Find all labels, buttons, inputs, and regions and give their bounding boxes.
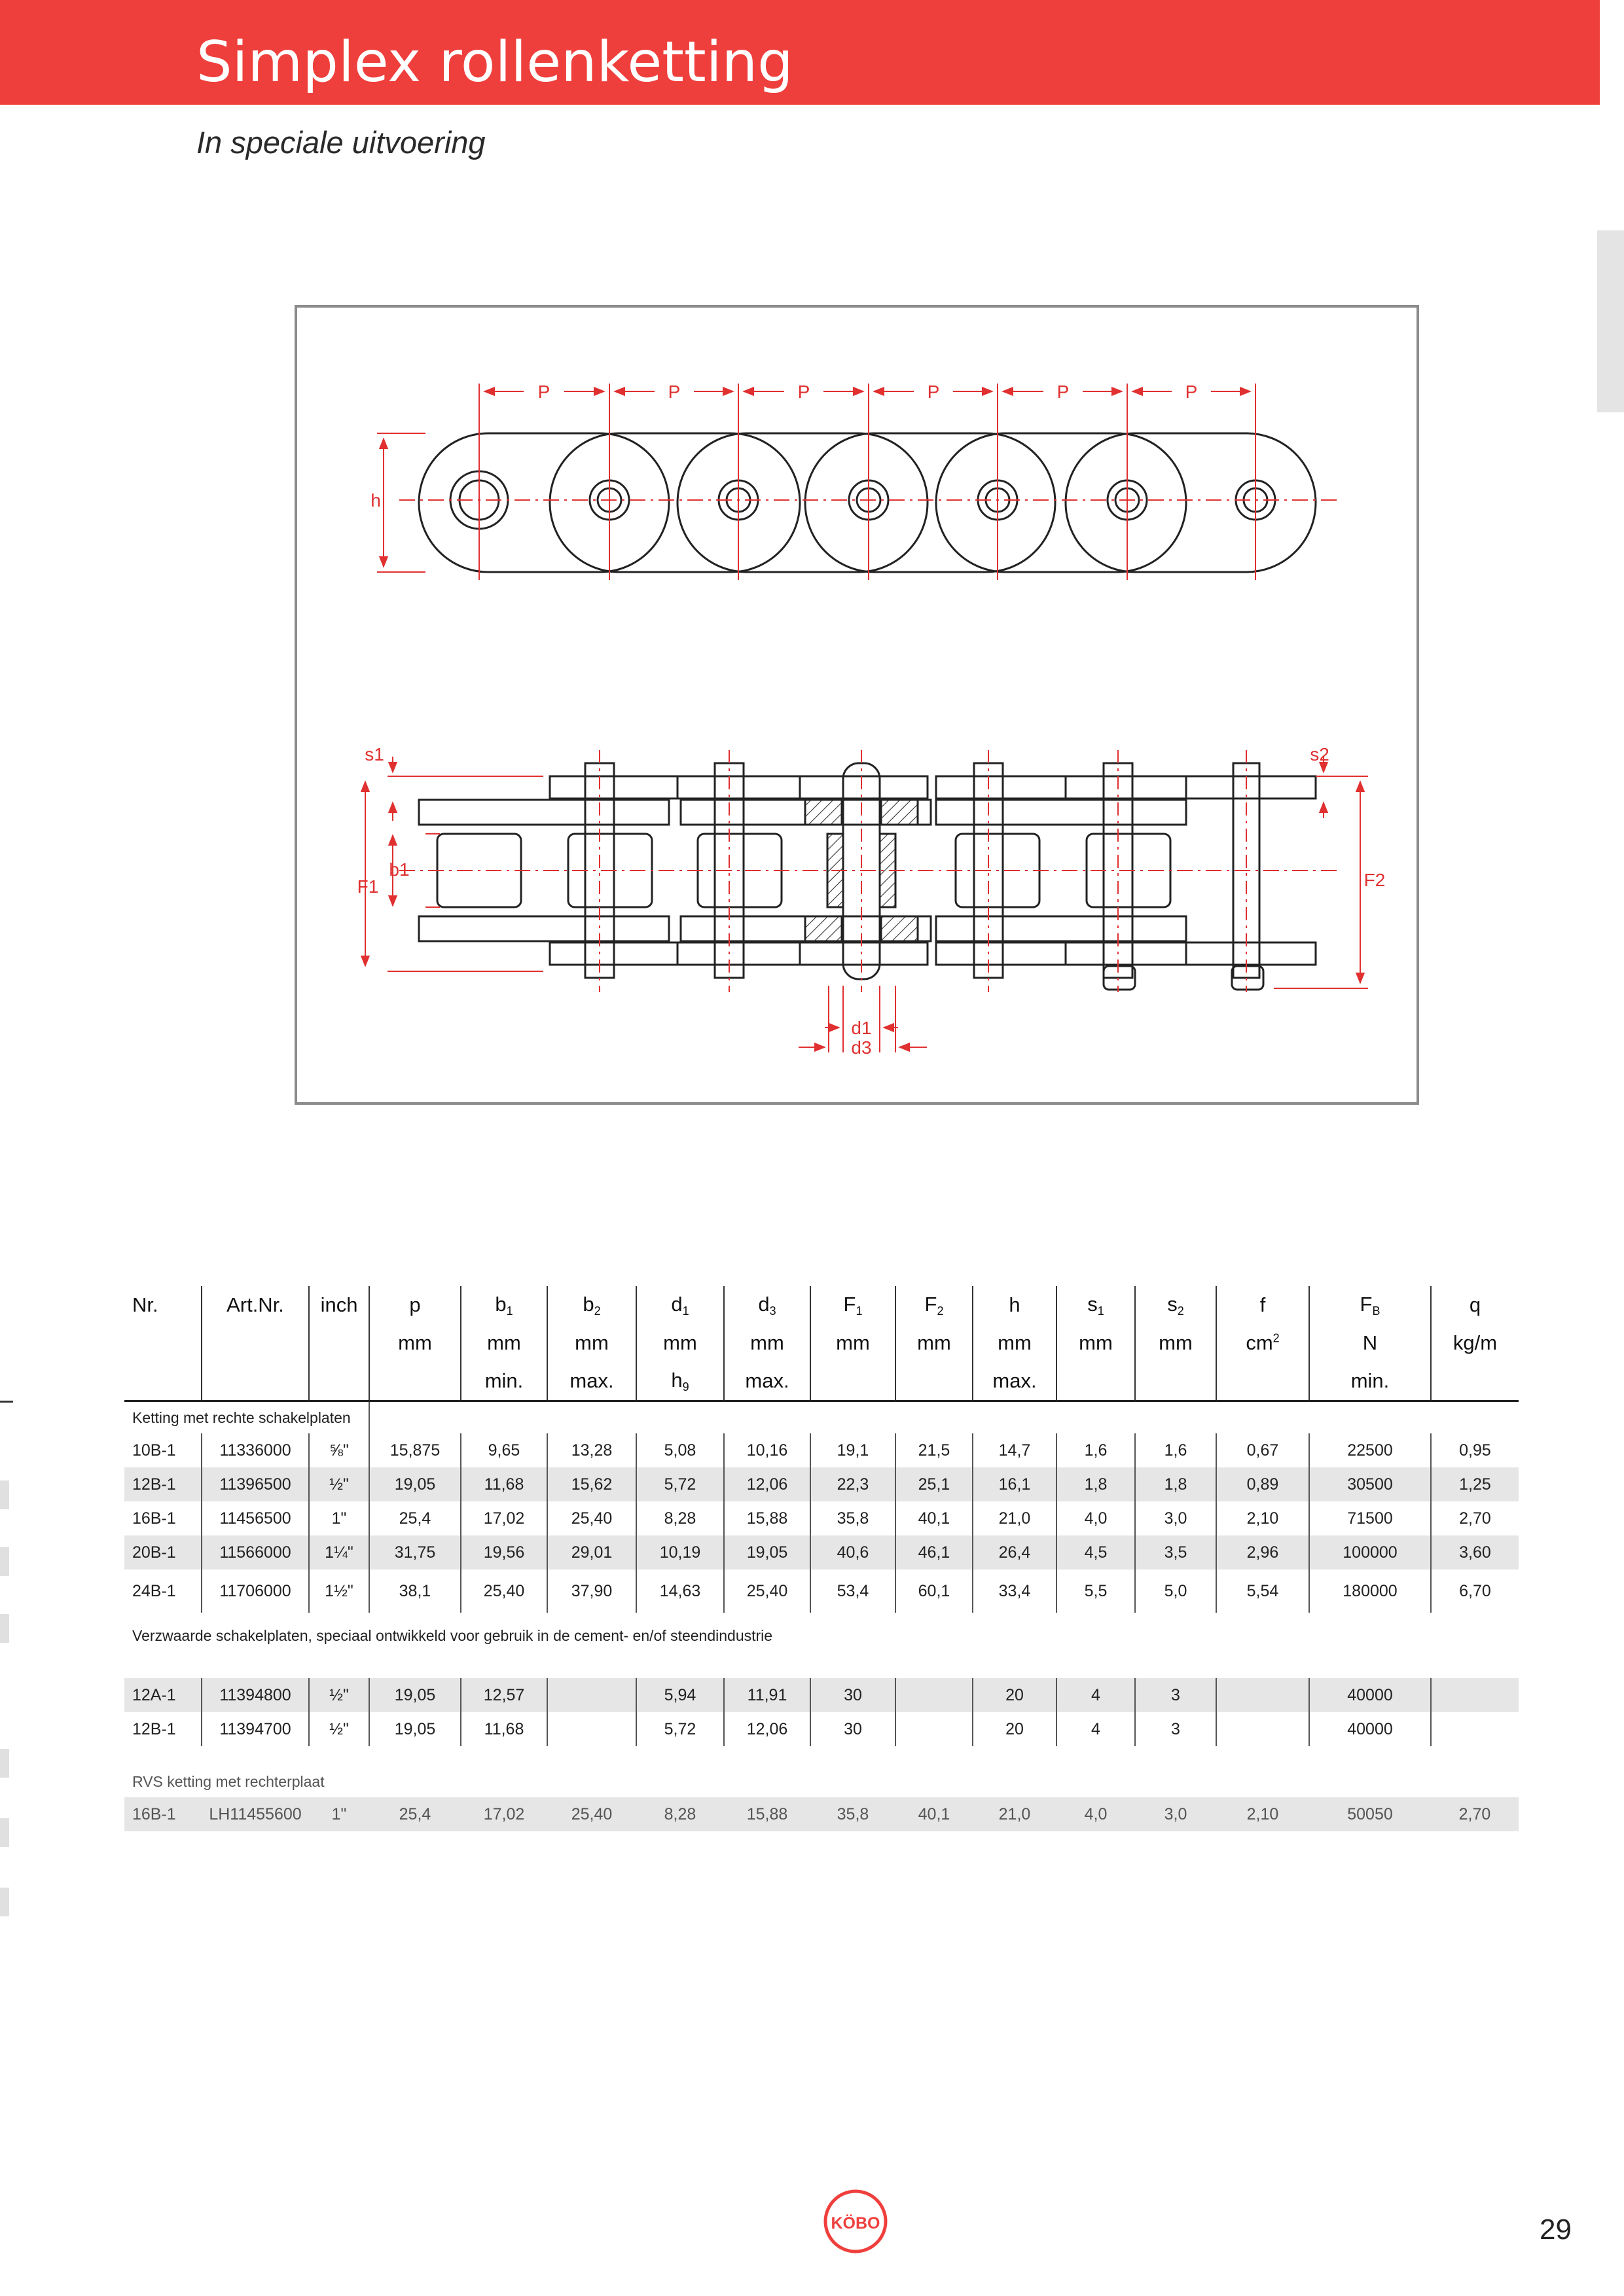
col-artnr: Art.Nr. <box>202 1286 309 1324</box>
table-cell: 30 <box>810 1712 895 1746</box>
table-cell: 4 <box>1056 1678 1135 1712</box>
table-cell: 12,06 <box>724 1467 810 1501</box>
table-cell <box>895 1712 973 1746</box>
pitch-label: P <box>797 382 810 402</box>
table-cell: 10,19 <box>636 1535 724 1570</box>
table-cell: 15,62 <box>547 1467 636 1501</box>
table-cell: 25,40 <box>724 1570 810 1613</box>
inner-plate <box>419 916 669 941</box>
table-cell: 40,1 <box>895 1797 973 1831</box>
table-row <box>124 1712 1519 1746</box>
table-cell: 21,5 <box>895 1433 973 1467</box>
pitch-label: P <box>537 382 550 402</box>
top-labels <box>370 382 1197 511</box>
table-cell <box>1216 1712 1309 1746</box>
table-cell: 4,0 <box>1056 1797 1135 1831</box>
side-tab-marker <box>1597 230 1624 412</box>
col-f2: $F_2$ <box>895 1286 973 1324</box>
table-cell: 12B-1 <box>124 1467 202 1501</box>
limit-b1: min. <box>461 1362 547 1401</box>
table-cell: 1" <box>309 1501 369 1535</box>
table-cell: 1,8 <box>1135 1467 1216 1501</box>
table-cell: 22,3 <box>810 1467 895 1501</box>
table-cell: 20 <box>973 1678 1056 1712</box>
table-row <box>124 1570 1519 1613</box>
top-view <box>419 433 1316 572</box>
table-cell: 100000 <box>1309 1535 1431 1570</box>
table-cell: 2,10 <box>1216 1797 1309 1831</box>
table-cell: 12,06 <box>724 1712 810 1746</box>
col-nr: Nr. <box>132 1293 158 1316</box>
spec-table <box>124 1286 1519 1831</box>
table-cell: 11396500 <box>202 1467 309 1501</box>
table-cell: 2,70 <box>1431 1797 1519 1831</box>
table-cell: 0,89 <box>1216 1467 1309 1501</box>
d1-label: d1 <box>851 1018 872 1038</box>
table-cell: 5,54 <box>1216 1570 1309 1613</box>
unit-fb: N <box>1309 1324 1431 1362</box>
edge-row-marker <box>0 1614 9 1643</box>
hatched-plate <box>805 916 842 941</box>
table-cell: 1" <box>309 1797 369 1831</box>
table-cell: 16B-1 <box>124 1797 202 1831</box>
table-cell: 1½" <box>309 1570 369 1613</box>
hatched-plate <box>881 916 918 941</box>
table-cell: 19,05 <box>369 1712 461 1746</box>
table-cell: 21,0 <box>973 1501 1056 1535</box>
table-cell: 11336000 <box>202 1433 309 1467</box>
pitch-label: P <box>927 382 940 402</box>
link-plate <box>677 433 928 572</box>
page-number: 29 <box>1540 2214 1572 2246</box>
col-f1: $F_1$ <box>810 1286 895 1324</box>
table-cell: 16B-1 <box>132 1509 176 1528</box>
table-cell: 2,96 <box>1216 1535 1309 1570</box>
table-cell: 12A-1 <box>124 1678 202 1712</box>
col-p: p <box>369 1286 461 1324</box>
table-cell: 24B-1 <box>132 1581 176 1600</box>
side-dimensions <box>365 750 1368 1052</box>
pitch-label: P <box>668 382 681 402</box>
table-cell: 5,0 <box>1135 1570 1216 1613</box>
height-label: h <box>370 490 381 511</box>
table-cell: 3,0 <box>1135 1797 1216 1831</box>
table-cell: 37,90 <box>547 1570 636 1613</box>
table-cell: 19,05 <box>369 1467 461 1501</box>
f2-label: F2 <box>1363 870 1386 890</box>
table-cell: 4,0 <box>1056 1501 1135 1535</box>
table-cell: 38,1 <box>369 1570 461 1613</box>
unit-s1: mm <box>1056 1324 1135 1362</box>
table-row <box>124 1467 1519 1501</box>
table-cell: 180000 <box>1309 1570 1431 1613</box>
table-row <box>124 1433 1519 1467</box>
table-cell: 6,70 <box>1431 1570 1519 1613</box>
table-cell: 5,08 <box>636 1433 724 1467</box>
table-cell: 15,875 <box>369 1433 461 1467</box>
section-title: RVS ketting met rechterplaat <box>132 1772 325 1790</box>
outer-plate <box>550 776 800 798</box>
col-h: h <box>973 1286 1056 1324</box>
edge-row-marker <box>0 1547 9 1576</box>
table-cell: 5,94 <box>636 1678 724 1712</box>
table-cell: 20B-1 <box>124 1535 202 1570</box>
unit-f2: mm <box>895 1324 973 1362</box>
table-cell: 60,1 <box>895 1570 973 1613</box>
table-cell: 3 <box>1135 1678 1216 1712</box>
table-cell: 4 <box>1056 1712 1135 1746</box>
table-cell: 9,65 <box>461 1433 547 1467</box>
d3-label: d3 <box>851 1037 872 1058</box>
table-cell: 25,1 <box>895 1467 973 1501</box>
table-cell: 12B-1 <box>132 1719 176 1738</box>
table-cell: 35,8 <box>810 1797 895 1831</box>
table-cell: 5,72 <box>636 1712 724 1746</box>
chain-drawing <box>295 305 1419 1105</box>
table-cell <box>1431 1678 1519 1712</box>
table-cell: 11,91 <box>724 1678 810 1712</box>
unit-d3: mm <box>724 1324 810 1362</box>
unit-b1: mm <box>461 1324 547 1362</box>
table-cell <box>895 1678 973 1712</box>
limit-d3: max. <box>724 1362 810 1401</box>
table-cell: 25,40 <box>547 1797 636 1831</box>
limit-fb: min. <box>1309 1362 1431 1401</box>
side-labels <box>357 744 1386 1058</box>
table-cell: 4,5 <box>1056 1535 1135 1570</box>
table-cell: 10,16 <box>724 1433 810 1467</box>
table-cell: 0,67 <box>1216 1433 1309 1467</box>
table-cell: 2,10 <box>1216 1501 1309 1535</box>
side-view <box>419 763 1316 990</box>
table-cell <box>1216 1678 1309 1712</box>
link-plate <box>936 433 1186 572</box>
table-cell: 1,8 <box>1056 1467 1135 1501</box>
table-cell: 25,40 <box>461 1570 547 1613</box>
table-cell: 19,56 <box>461 1535 547 1570</box>
edge-row-marker <box>0 1888 9 1916</box>
table-cell: 14,7 <box>973 1433 1056 1467</box>
table-cell: ½" <box>309 1712 369 1746</box>
table-cell: 3,5 <box>1135 1535 1216 1570</box>
col-s1: $s_1$ <box>1056 1286 1135 1324</box>
table-cell: 15,88 <box>724 1501 810 1535</box>
link-plate <box>550 433 800 572</box>
unit-p: mm <box>369 1324 461 1362</box>
table-cell: 1,6 <box>1056 1433 1135 1467</box>
table-cell: 11394700 <box>202 1712 309 1746</box>
limit-h: max. <box>973 1362 1056 1401</box>
col-fb: $F_B$ <box>1309 1286 1431 1324</box>
table-cell: 71500 <box>1309 1501 1431 1535</box>
table-cell <box>547 1678 636 1712</box>
table-row <box>124 1678 1519 1712</box>
b1-label: b1 <box>389 859 410 880</box>
table-cell <box>547 1712 636 1746</box>
table-cell: 46,1 <box>895 1535 973 1570</box>
table-cell: 3,0 <box>1135 1501 1216 1535</box>
section-title: Ketting met rechte schakelplaten <box>124 1401 369 1434</box>
table-cell: 11456500 <box>202 1501 309 1535</box>
col-f: f <box>1216 1286 1309 1324</box>
outer-plate <box>550 942 800 965</box>
limit-d1: $h_9$ <box>636 1362 724 1401</box>
col-d3: $d_3$ <box>724 1286 810 1324</box>
table-cell: 15,88 <box>724 1797 810 1831</box>
table-cell: 25,4 <box>369 1501 461 1535</box>
col-b2: $b_2$ <box>547 1286 636 1324</box>
table-cell: 12,57 <box>461 1678 547 1712</box>
table-cell: ⅝" <box>309 1433 369 1467</box>
col-inch: inch <box>309 1286 369 1324</box>
edge-tick <box>0 1401 13 1403</box>
table-cell: 30500 <box>1309 1467 1431 1501</box>
table-cell: 31,75 <box>369 1535 461 1570</box>
table-cell: 1¼" <box>309 1535 369 1570</box>
table-cell: 53,4 <box>810 1570 895 1613</box>
col-q: q <box>1431 1286 1519 1324</box>
table-row <box>124 1535 1519 1570</box>
table-cell: 40,6 <box>810 1535 895 1570</box>
col-b1: $b_1$ <box>461 1286 547 1324</box>
table-cell: 26,4 <box>973 1535 1056 1570</box>
table-cell: ½" <box>309 1678 369 1712</box>
table-cell: 40000 <box>1309 1678 1431 1712</box>
inner-plate <box>419 800 669 825</box>
kobo-logo <box>823 2189 888 2253</box>
table-cell: 19,1 <box>810 1433 895 1467</box>
table-cell: 25,40 <box>547 1501 636 1535</box>
s1-label: s1 <box>365 744 384 764</box>
table-cell: 30 <box>810 1678 895 1712</box>
table-cell: 8,28 <box>636 1797 724 1831</box>
pitch-label: P <box>1185 382 1198 402</box>
section-title: Verzwaarde schakelplaten, speciaal ontwikkeld voor gebruik in de cement- en/of steendindustrie <box>132 1626 773 1644</box>
edge-row-marker <box>0 1818 9 1847</box>
table-cell: 5,5 <box>1056 1570 1135 1613</box>
table-row <box>124 1797 1519 1831</box>
s2-label: s2 <box>1310 744 1329 764</box>
table-cell: 25,4 <box>369 1797 461 1831</box>
col-s2: $s_2$ <box>1135 1286 1216 1324</box>
table-cell: 0,95 <box>1431 1433 1519 1467</box>
table-cell <box>1431 1712 1519 1746</box>
col-d1: $d_1$ <box>636 1286 724 1324</box>
unit-s2: mm <box>1135 1324 1216 1362</box>
table-cell: 17,02 <box>461 1501 547 1535</box>
link-plate <box>419 433 669 572</box>
drawing-frame <box>296 306 1418 1103</box>
table-cell: 5,72 <box>636 1467 724 1501</box>
table-cell: 14,63 <box>636 1570 724 1613</box>
table-cell: 19,05 <box>369 1678 461 1712</box>
table-cell: 19,05 <box>724 1535 810 1570</box>
pitch-label: P <box>1056 382 1070 402</box>
table-cell: 13,28 <box>547 1433 636 1467</box>
limit-b2: max. <box>547 1362 636 1401</box>
table-cell: 29,01 <box>547 1535 636 1570</box>
edge-row-marker <box>0 1480 9 1509</box>
table-cell: 16,1 <box>973 1467 1056 1501</box>
table-cell: 17,02 <box>461 1797 547 1831</box>
table-cell: 3,60 <box>1431 1535 1519 1570</box>
table-cell: 11706000 <box>202 1570 309 1613</box>
table-cell: 22500 <box>1309 1433 1431 1467</box>
link-plate <box>1066 433 1316 572</box>
table-cell: LH11455600 <box>202 1797 309 1831</box>
table-cell: 1,25 <box>1431 1467 1519 1501</box>
table-cell: 11,68 <box>461 1712 547 1746</box>
unit-q: kg/m <box>1431 1324 1519 1362</box>
table-cell: 3 <box>1135 1712 1216 1746</box>
table-cell: 10B-1 <box>132 1441 176 1460</box>
table-cell: 11394800 <box>202 1678 309 1712</box>
logo-text: KÖBO <box>831 2214 880 2233</box>
page-title: Simplex rollenketting <box>196 29 793 95</box>
unit-f: $cm^2$ <box>1216 1324 1309 1362</box>
table-cell: 8,28 <box>636 1501 724 1535</box>
table-cell: 11566000 <box>202 1535 309 1570</box>
unit-b2: mm <box>547 1324 636 1362</box>
table-cell: 35,8 <box>810 1501 895 1535</box>
table-cell: 2,70 <box>1431 1501 1519 1535</box>
table-cell: 40,1 <box>895 1501 973 1535</box>
unit-h: mm <box>973 1324 1056 1362</box>
table-cell: 33,4 <box>973 1570 1056 1613</box>
table-cell: 40000 <box>1309 1712 1431 1746</box>
hatched-plate <box>881 800 918 825</box>
unit-f1: mm <box>810 1324 895 1362</box>
unit-d1: mm <box>636 1324 724 1362</box>
table-cell: 1,6 <box>1135 1433 1216 1467</box>
table-cell: 21,0 <box>973 1797 1056 1831</box>
table-cell: 11,68 <box>461 1467 547 1501</box>
f1-label: F1 <box>357 876 379 897</box>
edge-row-marker <box>0 1749 9 1778</box>
table-cell: 50050 <box>1309 1797 1431 1831</box>
page-subtitle: In speciale uitvoering <box>196 125 486 160</box>
hatched-plate <box>805 800 842 825</box>
table-row <box>124 1501 1519 1535</box>
table-cell: ½" <box>309 1467 369 1501</box>
table-cell: 20 <box>973 1712 1056 1746</box>
